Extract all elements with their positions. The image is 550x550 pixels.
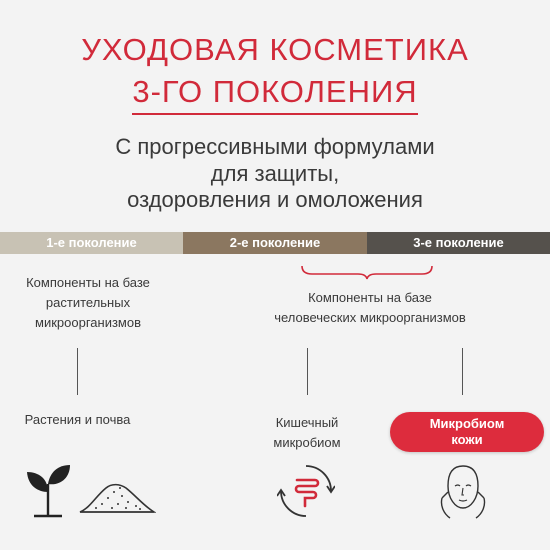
gen1-components bbox=[0, 273, 176, 333]
title-line-2: 3-ГО ПОКОЛЕНИЯ bbox=[132, 72, 417, 115]
gen3-source-line-2: кожи bbox=[451, 432, 483, 447]
generation-3-bar bbox=[367, 232, 550, 254]
gen23-components bbox=[240, 288, 500, 328]
connector-line-3 bbox=[462, 348, 463, 395]
generation-2-label: 2-е поколение bbox=[229, 235, 321, 250]
subtitle-line-1: С прогрессивными формулами bbox=[115, 134, 435, 159]
gen23-components-line-1: Компоненты на базе bbox=[308, 290, 432, 305]
curly-brace-icon bbox=[300, 264, 434, 280]
gen1-components-line-3: микроорганизмов bbox=[35, 315, 141, 330]
gen1-components-line-2: растительных bbox=[45, 295, 131, 310]
subtitle-line-2: для защиты, bbox=[210, 161, 340, 186]
generation-1-bar bbox=[0, 232, 183, 254]
sprout-icon bbox=[24, 462, 72, 518]
gen1-components-line-1: Компоненты на базе bbox=[26, 275, 150, 290]
gen2-source-line-1: Кишечный bbox=[275, 415, 339, 430]
connector-line-1 bbox=[77, 348, 78, 395]
gut-cycle-icon bbox=[277, 462, 335, 520]
subtitle-line-3: оздоровления и омоложения bbox=[127, 187, 423, 212]
gen1-source: Растения и почва bbox=[24, 412, 131, 427]
gen3-source-line-1: Микробиом bbox=[429, 416, 505, 431]
gen23-components-line-2: человеческих микроорганизмов bbox=[274, 310, 466, 325]
generation-2-bar bbox=[183, 232, 367, 254]
gen3-source-badge bbox=[390, 412, 544, 452]
title-line-2-wrap bbox=[0, 72, 550, 115]
connector-line-2 bbox=[307, 348, 308, 395]
title-line-1: УХОДОВАЯ КОСМЕТИКА bbox=[81, 32, 469, 67]
generation-1-label: 1-е поколение bbox=[46, 235, 137, 250]
soil-pile-icon bbox=[78, 478, 156, 516]
face-icon bbox=[438, 462, 488, 520]
gen2-source bbox=[252, 413, 362, 453]
generation-3-label: 3-е поколение bbox=[413, 235, 504, 250]
gen2-source-line-2: микробиом bbox=[273, 435, 341, 450]
